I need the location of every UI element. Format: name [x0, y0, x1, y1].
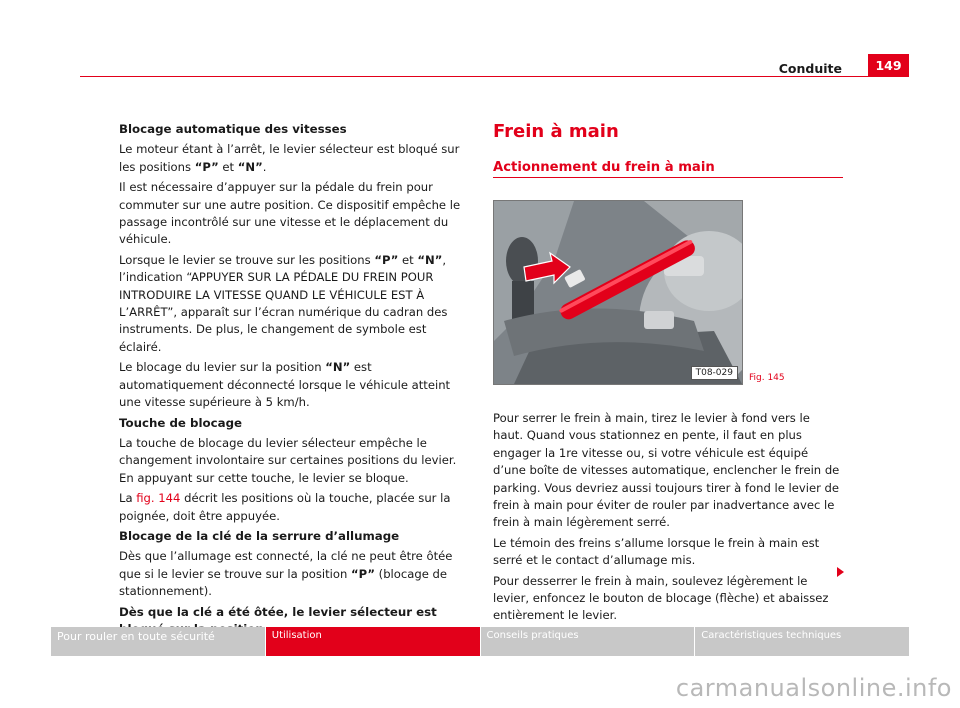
text: décrit les positions où la touche, placée sur la poignée, doit être appuyée.	[119, 491, 451, 523]
text: est automatiquement déconnecté lorsque le véhicule atteint une vitesse supérieure à 5 km/h.	[119, 360, 451, 410]
text: Le moteur étant à l’arrêt, le levier sélecteur est bloqué sur les positions	[119, 142, 460, 174]
heading-touche-blocage: Touche de blocage	[119, 415, 243, 430]
paragraph: Pour desserrer le frein à main, soulevez légèrement le levier, enfoncez le bouton de blocage (flèche) et abaissez entièrement le levier.	[493, 573, 829, 623]
page-number: 149	[868, 54, 909, 77]
text: Lorsque le levier se trouve sur les positions	[119, 252, 375, 267]
heading-blocage-vitesses: Blocage automatique des vitesses	[119, 122, 347, 136]
text: , l’indication “APPUYER SUR LA PÉDALE DU FREIN POUR INTRODUIRE LA VITESSE QUAND LE VÉHICULE EST À L’ARRÊT”, apparaît sur l’écran numérique du cadran des instruments. De plus, le changement de symbole est éclairé.	[119, 252, 448, 354]
paragraph: Il est nécessaire d’appuyer sur la pédale du frein pour commuter sur une autre position. Ce dispositif empêche le passage incontrôlé sur une vitesse et le déplacement du véhicule.	[119, 180, 461, 247]
paragraph: Pour serrer le frein à main, tirez le levier à fond vers le haut. Quand vous stationnez en pente, il faut en plus engager la 1re vitesse ou, si votre véhicule est équipé d’une boîte de vitesses automatique, enclencher le frein de parking. Vous devriez aussi toujours tirer à fond le levier de frein à main pour éviter de rouler par inadvertance avec le frein à main légèrement serré.	[493, 411, 840, 530]
tab-utilisation[interactable]: Utilisation	[266, 627, 481, 656]
left-column	[119, 121, 464, 659]
handbrake-illustration	[494, 201, 742, 384]
tab-conseils[interactable]: Conseils pratiques	[481, 627, 696, 656]
right-column	[493, 410, 843, 628]
footer-nav	[51, 627, 909, 656]
paragraph	[119, 252, 464, 356]
heading-blocage-cle: Blocage de la clé de la serrure d’allumage	[119, 528, 400, 543]
subsection-rule	[493, 177, 843, 178]
paragraph	[119, 490, 464, 525]
handbrake-figure	[493, 200, 743, 385]
main-title: Frein à main	[493, 121, 619, 142]
paragraph: La touche de blocage du levier sélecteur empêche le changement involontaire sur certaines positions du levier. En appuyant sur cette touche, le levier se bloque.	[119, 435, 457, 485]
header-rule	[80, 76, 909, 77]
text: et	[218, 159, 238, 174]
tab-securite[interactable]: Pour rouler en toute sécurité	[51, 627, 266, 656]
tab-caracteristiques[interactable]: Caractéristiques techniques	[695, 627, 909, 656]
figure-link[interactable]: fig. 144	[136, 491, 181, 506]
position-p: “P”	[351, 566, 375, 581]
figure-caption: Fig. 145	[749, 373, 785, 383]
subsection-title: Actionnement du frein à main	[493, 160, 715, 175]
text: Dès que la clé a été ôtée, le levier sélecteur est	[119, 604, 437, 619]
text: .	[262, 159, 267, 174]
figure-code: T08-029	[691, 366, 738, 380]
position-n: “N”	[237, 159, 263, 174]
text: et	[398, 252, 418, 267]
watermark: carmanualsonline.info	[675, 674, 952, 702]
position-p: “P”	[374, 252, 399, 267]
continue-arrow-icon	[837, 567, 844, 577]
position-n: “N”	[417, 252, 443, 267]
text: Le blocage du levier sur la position	[119, 360, 326, 375]
section-title: Conduite	[778, 61, 842, 76]
position-p: “P”	[194, 159, 219, 174]
paragraph: Le témoin des freins s’allume lorsque le frein à main est serré et le contact d’allumage mis.	[493, 535, 820, 568]
paragraph	[119, 548, 464, 600]
text: (blocage de stationnement).	[119, 566, 448, 599]
paragraph	[119, 359, 464, 411]
text: La	[119, 491, 137, 506]
text: Dès que l’allumage est connecté, la clé ne peut être ôtée que si le levier se trouve sur la position	[119, 549, 453, 581]
position-n: “N”	[325, 360, 351, 375]
paragraph	[119, 141, 464, 176]
